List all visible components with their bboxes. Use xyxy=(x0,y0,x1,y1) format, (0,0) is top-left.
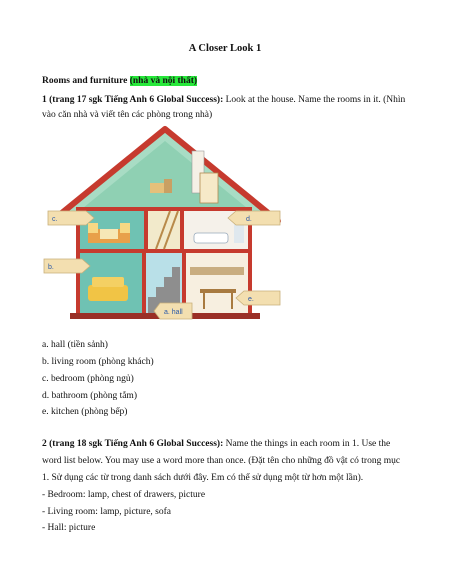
house-illustration xyxy=(40,125,290,330)
kitchen-room xyxy=(186,253,248,313)
answer-a: a. hall (tiền sảnh) xyxy=(42,340,108,350)
room-item-living-room: - Living room: lamp, picture, sofa xyxy=(42,507,172,517)
answer-d: d. bathroom (phòng tắm) xyxy=(42,391,137,401)
tag-d xyxy=(228,211,280,225)
tag-c-label: c. xyxy=(52,216,58,223)
tag-b-label: b. xyxy=(48,264,54,271)
tag-e-label: e. xyxy=(248,296,254,303)
exercise-1-line-1 xyxy=(42,93,412,107)
exercise-2-line-1 xyxy=(42,437,412,451)
tag-e xyxy=(236,291,280,305)
tag-b xyxy=(44,259,90,273)
exercise-1-text: Look at the house. Name the rooms in it. (Nhìn xyxy=(225,95,406,105)
answer-e: e. kitchen (phòng bếp) xyxy=(42,407,128,417)
page-title: A Closer Look 1 xyxy=(188,43,262,54)
tag-a xyxy=(154,303,192,319)
answer-b: b. living room (phòng khách) xyxy=(42,357,154,367)
exercise-1-line-2: vào căn nhà và viết tên các phòng trong nhà) xyxy=(42,110,213,120)
exercise-1-label: 1 (trang 17 sgk Tiếng Anh 6 Global Success): xyxy=(42,95,224,105)
exercise-2-text: Name the things in each room in 1. Use the xyxy=(225,439,391,449)
tag-a-label: a. hall xyxy=(164,309,183,316)
room-item-bedroom: - Bedroom: lamp, chest of drawers, picture xyxy=(42,490,206,500)
exercise-2-label: 2 (trang 18 sgk Tiếng Anh 6 Global Success): xyxy=(42,439,224,449)
tag-d-label: d. xyxy=(246,216,252,223)
tag-c xyxy=(48,211,94,225)
exercise-2-line-2: word list below. You may use a word more than once. (Đặt tên cho những đồ vật có trong mục xyxy=(42,456,401,466)
section-heading-vi: (nhà và nội thất) xyxy=(129,76,198,86)
section-heading xyxy=(42,74,412,88)
room-item-hall: - Hall: picture xyxy=(42,523,96,533)
answer-c: c. bedroom (phòng ngủ) xyxy=(42,374,134,384)
section-heading-text: Rooms and furniture xyxy=(42,76,128,86)
exercise-2-line-3: 1. Sử dụng các từ trong danh sách dưới đây. Em có thể sử dụng một từ hơn một lần). xyxy=(42,473,364,483)
